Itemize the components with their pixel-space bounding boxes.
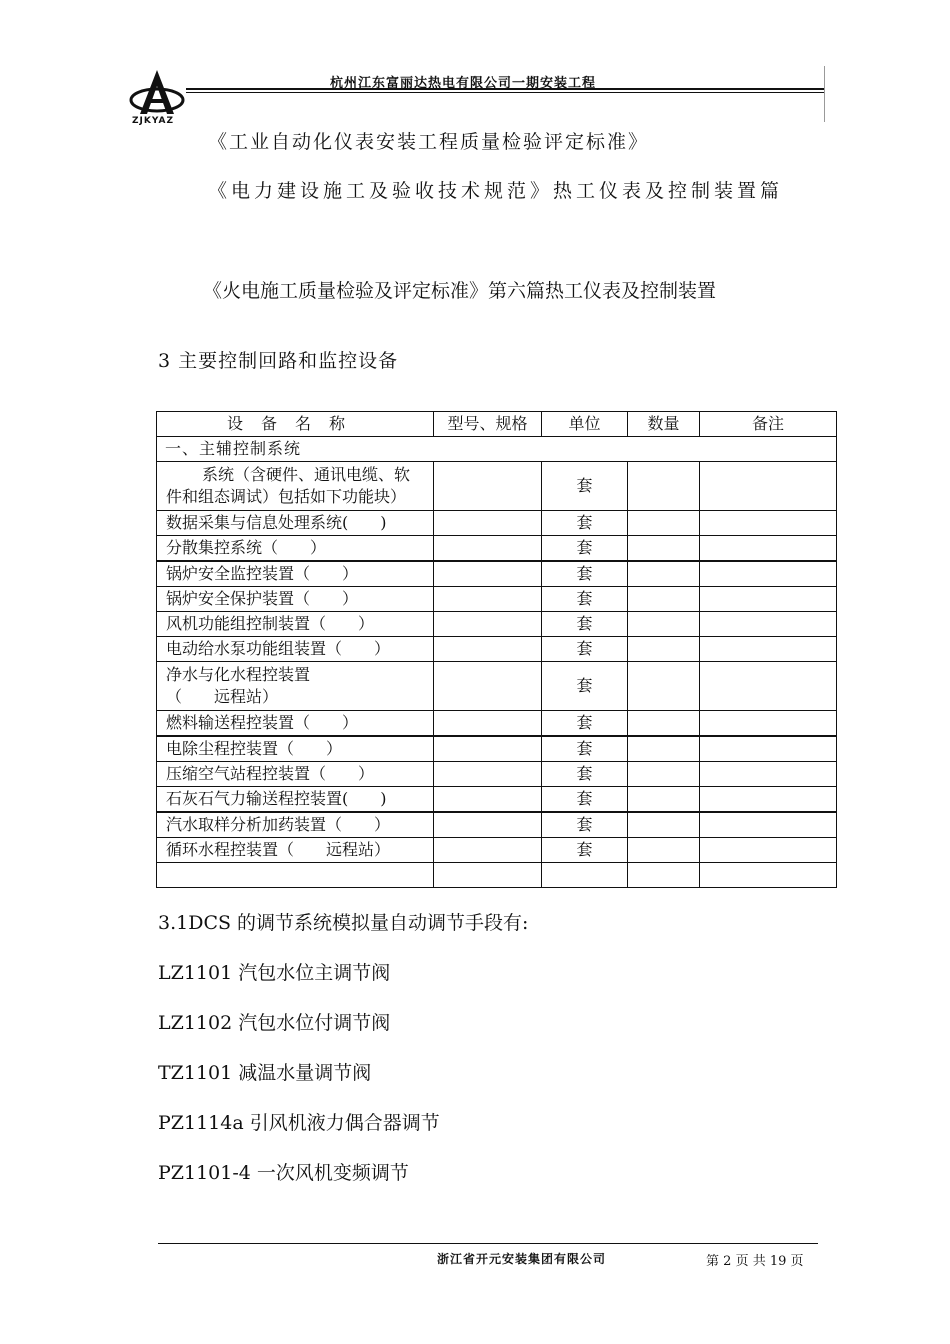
column-header-model: 型号、规格 — [434, 412, 542, 437]
dcs-item: TZ1101 减温水量调节阀 — [158, 1062, 372, 1084]
remarks-cell — [700, 762, 837, 787]
quantity-cell — [628, 561, 700, 587]
dcs-item: PZ1101-4 一次风机变频调节 — [158, 1162, 409, 1184]
table-header-row — [157, 412, 837, 437]
model-cell — [434, 612, 542, 637]
column-header-name: 设备名称 — [157, 412, 434, 437]
header-rule-thin — [186, 92, 824, 93]
table-row — [157, 587, 837, 612]
column-header-unit: 单位 — [542, 412, 628, 437]
remarks-cell — [700, 863, 837, 888]
quantity-cell — [628, 511, 700, 536]
section-title: 一、主辅控制系统 — [157, 437, 837, 462]
page-suffix: 页 — [790, 1254, 804, 1269]
equipment-name: 电除尘程控装置（ ） — [157, 736, 434, 762]
dcs-item: LZ1101 汽包水位主调节阀 — [158, 962, 391, 984]
page-prefix: 第 — [706, 1254, 720, 1269]
equipment-name: 风机功能组控制装置（ ） — [157, 612, 434, 637]
remarks-cell — [700, 637, 837, 662]
unit-cell: 套 — [542, 612, 628, 637]
quantity-cell — [628, 787, 700, 813]
table-row — [157, 637, 837, 662]
quantity-cell — [628, 762, 700, 787]
dcs-item: PZ1114a 引风机液力偶合器调节 — [158, 1112, 440, 1134]
model-cell — [434, 587, 542, 612]
page-mid: 页 共 — [735, 1254, 766, 1269]
page-number — [706, 1250, 804, 1269]
table-row — [157, 736, 837, 762]
unit-cell: 套 — [542, 812, 628, 838]
remarks-cell — [700, 612, 837, 637]
quantity-cell — [628, 863, 700, 888]
model-cell — [434, 863, 542, 888]
logo-text: ZJKYAZ — [132, 116, 174, 126]
section-heading: 3 主要控制回路和监控设备 — [158, 350, 399, 372]
table-row — [157, 762, 837, 787]
footer-rule — [158, 1243, 818, 1244]
unit-cell: 套 — [542, 711, 628, 737]
table-row — [157, 662, 837, 711]
remarks-cell — [700, 838, 837, 863]
table-row — [157, 838, 837, 863]
header-rule — [186, 88, 824, 90]
equipment-name-line2: （ 远程站） — [166, 687, 279, 706]
equipment-name-line1: 系统（含硬件、通讯电缆、软 — [202, 465, 411, 484]
table-row — [157, 536, 837, 562]
quantity-cell — [628, 736, 700, 762]
equipment-name: 汽水取样分析加药装置（ ） — [157, 812, 434, 838]
header-edge-line — [824, 66, 825, 122]
remarks-cell — [700, 536, 837, 562]
remarks-cell — [700, 787, 837, 813]
table-section-row — [157, 437, 837, 462]
table-row — [157, 462, 837, 511]
model-cell — [434, 561, 542, 587]
table-row — [157, 812, 837, 838]
unit-cell: 套 — [542, 462, 628, 511]
equipment-name — [157, 462, 434, 511]
remarks-cell — [700, 587, 837, 612]
quantity-cell — [628, 812, 700, 838]
equipment-name: 循环水程控装置（ 远程站） — [157, 838, 434, 863]
model-cell — [434, 787, 542, 813]
equipment-name: 锅炉安全监控装置（ ） — [157, 561, 434, 587]
unit-cell: 套 — [542, 838, 628, 863]
model-cell — [434, 536, 542, 562]
model-cell — [434, 462, 542, 511]
header-title: 杭州江东富丽达热电有限公司一期安装工程 — [330, 76, 597, 91]
remarks-cell — [700, 511, 837, 536]
equipment-name: 数据采集与信息处理系统( ) — [157, 511, 434, 536]
remarks-cell — [700, 662, 837, 711]
unit-cell: 套 — [542, 662, 628, 711]
column-header-remarks: 备注 — [700, 412, 837, 437]
model-cell — [434, 762, 542, 787]
equipment-name: 燃料输送程控装置（ ） — [157, 711, 434, 737]
table-row — [157, 787, 837, 813]
quantity-cell — [628, 612, 700, 637]
quantity-cell — [628, 587, 700, 612]
model-cell — [434, 662, 542, 711]
unit-cell: 套 — [542, 536, 628, 562]
equipment-name: 锅炉安全保护装置（ ） — [157, 587, 434, 612]
remarks-cell — [700, 462, 837, 511]
unit-cell: 套 — [542, 587, 628, 612]
model-cell — [434, 812, 542, 838]
table-row — [157, 561, 837, 587]
unit-cell: 套 — [542, 561, 628, 587]
table-row — [157, 612, 837, 637]
model-cell — [434, 637, 542, 662]
equipment-table — [156, 411, 837, 888]
model-cell — [434, 838, 542, 863]
equipment-name: 电动给水泵功能组装置（ ） — [157, 637, 434, 662]
remarks-cell — [700, 736, 837, 762]
current-page: 2 — [723, 1254, 732, 1269]
column-header-quantity: 数量 — [628, 412, 700, 437]
quantity-cell — [628, 462, 700, 511]
remarks-cell — [700, 812, 837, 838]
total-pages: 19 — [769, 1254, 787, 1269]
reference-standard-2: 《电力建设施工及验收技术规范》热工仪表及控制装置篇 — [208, 180, 784, 202]
model-cell — [434, 736, 542, 762]
equipment-name-line2: 件和组态调试）包括如下功能块） — [166, 487, 407, 506]
table-row — [157, 511, 837, 536]
quantity-cell — [628, 662, 700, 711]
model-cell — [434, 711, 542, 737]
table-row — [157, 711, 837, 737]
dcs-heading: 3.1DCS 的调节系统模拟量自动调节手段有: — [158, 912, 529, 934]
quantity-cell — [628, 536, 700, 562]
unit-cell: 套 — [542, 762, 628, 787]
dcs-item: LZ1102 汽包水位付调节阀 — [158, 1012, 391, 1034]
quantity-cell — [628, 838, 700, 863]
table-row-empty — [157, 863, 837, 888]
model-cell — [434, 511, 542, 536]
footer-company: 浙江省开元安装集团有限公司 — [437, 1252, 607, 1266]
equipment-name: 压缩空气站程控装置（ ） — [157, 762, 434, 787]
unit-cell: 套 — [542, 637, 628, 662]
unit-cell: 套 — [542, 787, 628, 813]
equipment-name: 石灰石气力输送程控装置( ) — [157, 787, 434, 813]
equipment-name-line1: 净水与化水程控装置 — [166, 665, 311, 684]
reference-standard-1: 《工业自动化仪表安装工程质量检验评定标准》 — [208, 131, 650, 153]
unit-cell: 套 — [542, 736, 628, 762]
reference-standard-3: 《火电施工质量检验及评定标准》第六篇热工仪表及控制装置 — [203, 280, 717, 302]
unit-cell — [542, 863, 628, 888]
equipment-name — [157, 863, 434, 888]
remarks-cell — [700, 561, 837, 587]
remarks-cell — [700, 711, 837, 737]
quantity-cell — [628, 637, 700, 662]
unit-cell: 套 — [542, 511, 628, 536]
equipment-name — [157, 662, 434, 711]
equipment-name: 分散集控系统（ ） — [157, 536, 434, 562]
quantity-cell — [628, 711, 700, 737]
